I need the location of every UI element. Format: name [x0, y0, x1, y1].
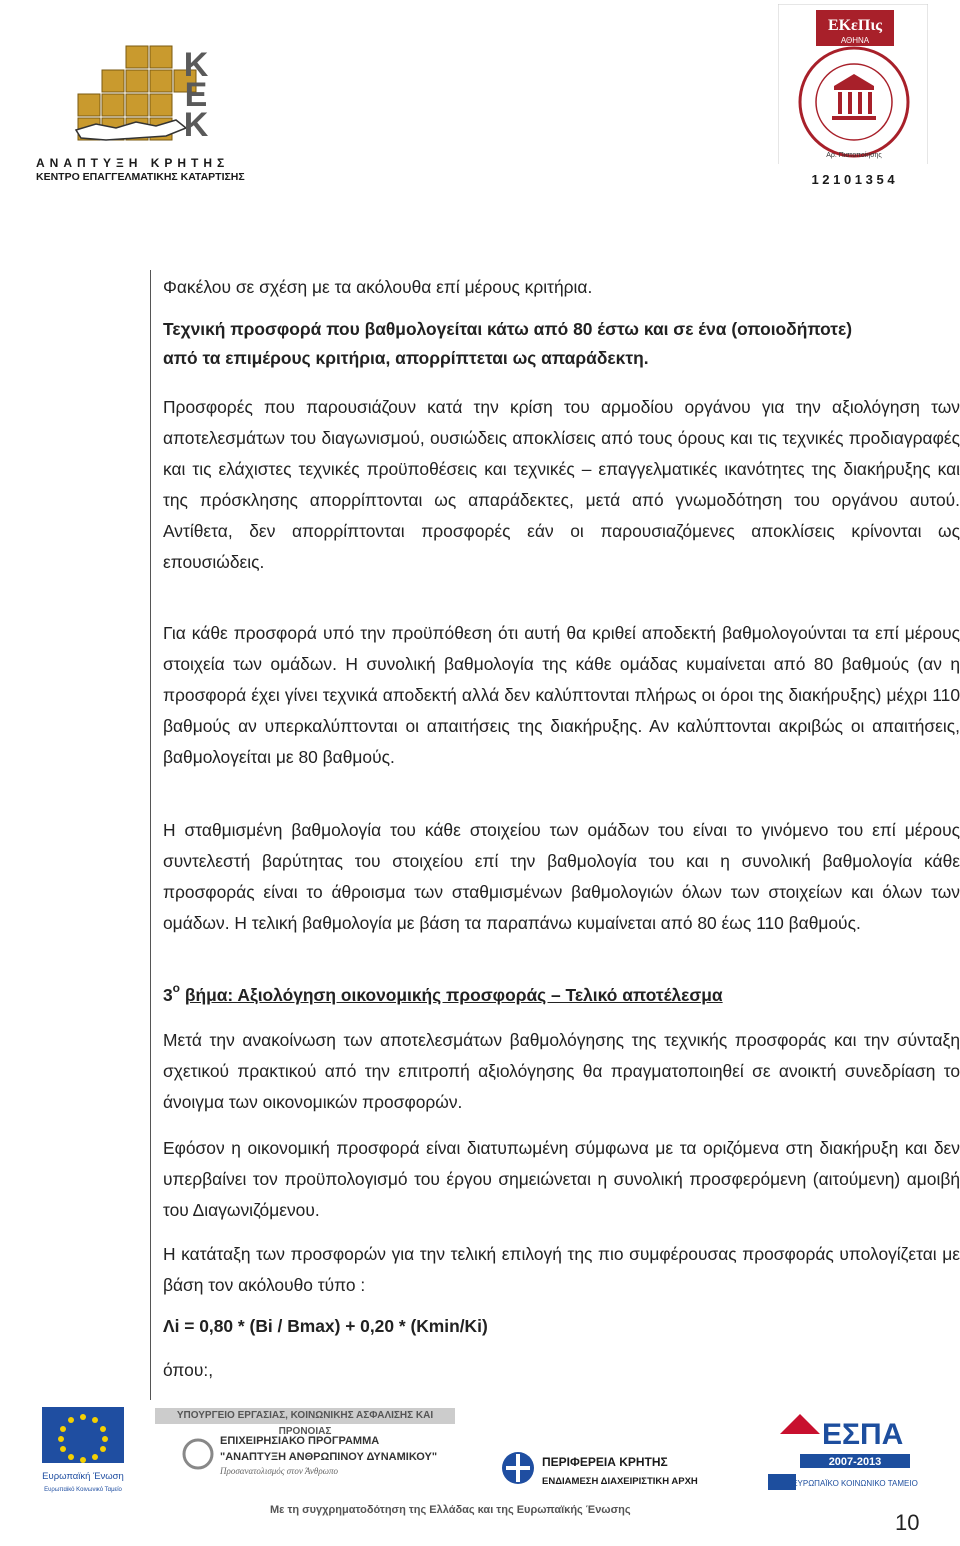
paragraph-1: Φακέλου σε σχέση με τα ακόλουθα επί μέρους κριτήρια. — [163, 277, 593, 297]
margin-rule — [150, 270, 151, 1400]
heading-text: βήμα: Αξιολόγηση οικονομικής προσφοράς – Τελικό αποτέλεσμα — [184, 985, 723, 1005]
kek-subtitle-2: ΚΕΝΤΡΟ ΕΠΑΓΓΕΛΜΑΤΙΚΗΣ ΚΑΤΑΡΤΙΣΗΣ — [36, 171, 245, 183]
espa-fund: ΕΥΡΩΠΑΪΚΟ ΚΟΙΝΩΝΙΚΟ ΤΑΜΕΙΟ — [792, 1479, 918, 1488]
region-line-2: ΕΝΔΙΑΜΕΣΗ ΔΙΑΧΕΙΡΙΣΤΙΚΗ ΑΡΧΗ — [542, 1476, 698, 1487]
eu-logo — [38, 1407, 128, 1501]
espa-title: ΕΣΠΑ — [822, 1418, 904, 1451]
ekepis-title: ΕΚεΠις — [827, 17, 883, 34]
espa-years: 2007-2013 — [828, 1456, 882, 1468]
section-heading — [163, 981, 723, 1006]
page-number: 10 — [895, 1510, 920, 1535]
program-line-1: ΕΠΙΧΕΙΡΗΣΙΑΚΟ ΠΡΟΓΡΑΜΜΑ — [220, 1435, 380, 1447]
ekepis-cert-number: 1 2 1 0 1 3 5 4 — [811, 172, 895, 187]
formula: Λi = 0,80 * (Bi / Bmax) + 0,20 * (Kmin/Ki) — [163, 1316, 488, 1336]
paragraph-3: Προσφορές που παρουσιάζουν κατά την κρίση του αρμοδίου οργάνου για την αξιολόγηση των αποτελεσμάτων του διαγωνισμού, ουσιώδεις αποκλίσεις από τους όρους και τις τεχνικές προδιαγραφές και τις ελάχιστες τεχνικές προϋποθέσεις και τεχνικές – επαγγελματικές ικανότητες της διακήρυξης και της πρόσκλησης απορρίπτονται ως απαράδεκτες, μετά από γνωμοδότηση του οργάνου αυτού. Αντίθετα, δεν απορρίπτονται προσφορές εάν οι παρουσιαζόμενες αποκλίσεις κρίνονται ως επουσιώδεις. — [163, 397, 960, 572]
paragraph-8: Η κατάταξη των προσφορών για την τελική επιλογή της πιο συμφέρουσας προσφοράς υπολογίζεται με βάση τον ακόλουθο τύπο : — [163, 1244, 960, 1295]
paragraph-5: Η σταθμισμένη βαθμολογία του κάθε στοιχείου των ομάδων του είναι το γινόμενο του επί μέρους συντελεστή βαρύτητας του στοιχείου επί την βαθμολογία του και η συνολική βαθμολογία κάθε προσφοράς είναι το άθροισμα των σταθμισμένων βαθμολογιών όλων των στοιχείων και όλων των ομάδων. Η τελική βαθμολογία με βάση τα παραπάνω κυμαίνεται από 80 έως 110 βαθμούς. — [163, 820, 960, 933]
ekepis-certification-logo — [778, 4, 928, 192]
ekepis-cert-label: Αρ. Πιστοποίησης — [826, 152, 882, 159]
espa-logo — [760, 1404, 920, 1504]
paragraph-9: όπου:, — [163, 1360, 214, 1380]
ekepis-city: ΑΘΗΝΑ — [840, 36, 870, 45]
kek-letter: Κ — [183, 46, 209, 84]
region-logo — [500, 1440, 720, 1500]
kek-subtitle-1: ΑΝΑΠΤΥΞΗ ΚΡΗΤΗΣ — [36, 156, 230, 170]
kek-letters — [176, 46, 216, 150]
kek-letter: Ε — [184, 76, 208, 114]
region-line-1: ΠΕΡΙΦΕΡΕΙΑ ΚΡΗΤΗΣ — [542, 1455, 668, 1469]
heading-number: 3 — [163, 985, 173, 1005]
heading-superscript: ο — [172, 981, 181, 995]
program-line-3: Προσανατολισμός στον Άνθρωπο — [220, 1466, 339, 1476]
paragraph-2-line-2: από τα επιμέρους κριτήρια, απορρίπτεται ως απαράδεκτη. — [163, 348, 649, 368]
paragraph-6: Μετά την ανακοίνωση των αποτελεσμάτων βαθμολόγησης της τεχνικής προσφοράς και την σύνταξη σχετικού πρακτικού από την επιτροπή αξιολόγησης θα πραγματοποιηθεί σε ανοικτή συνεδρίαση το άνοιγμα των οικονομικών προσφορών. — [163, 1030, 960, 1112]
cofunding-note: Με τη συγχρηματοδότηση της Ελλάδας και της Ευρωπαϊκής Ένωσης — [270, 1504, 631, 1516]
eu-label: Ευρωπαϊκή Ένωση — [42, 1471, 124, 1482]
kek-letter: Κ — [183, 106, 209, 144]
paragraph-2-line-1: Τεχνική προσφορά που βαθμολογείται κάτω από 80 έστω και σε ένα (οποιοδήποτε) — [163, 319, 853, 339]
paragraph-7: Εφόσον η οικονομική προσφορά είναι διατυπωμένη σύμφωνα με τα οριζόμενα στη διακήρυξη και δεν υπερβαίνει τον προϋπολογισμό του έργου σημειώνεται η συνολική προσφερόμενη (αιτούμενη) αμοιβή του Διαγωνιζόμενου. — [163, 1138, 960, 1220]
ministry-banner: ΥΠΟΥΡΓΕΙΟ ΕΡΓΑΣΙΑΣ, ΚΟΙΝΩΝΙΚΗΣ ΑΣΦΑΛΙΣΗΣ ΚΑΙ ΠΡΟΝΟΙΑΣ — [155, 1408, 455, 1424]
program-line-2: "ΑΝΑΠΤΥΞΗ ΑΝΘΡΩΠΙΝΟΥ ΔΥΝΑΜΙΚΟΥ" — [220, 1451, 438, 1463]
eu-fund-label: Ευρωπαϊκό Κοινωνικό Ταμείο — [44, 1487, 122, 1493]
paragraph-4: Για κάθε προσφορά υπό την προϋπόθεση ότι αυτή θα κριθεί αποδεκτή βαθμολογούνται τα επί μέρους στοιχεία των ομάδων. Η συνολική βαθμολογία της κάθε ομάδας κυμαίνεται από 80 βαθμούς (αν η προσφορά έχει γίνει τεχνικά αποδεκτή αλλά δεν καλύπτονται πλήρως οι όροι της διακήρυξης) μέχρι 110 βαθμούς αν υπερκαλύπτονται οι απαιτήσεις της διακήρυξης. Αν καλύπτονται ακριβώς οι απαιτήσεις, βαθμολογείται με 80 βαθμούς. — [163, 623, 960, 767]
program-logo — [180, 1430, 480, 1490]
